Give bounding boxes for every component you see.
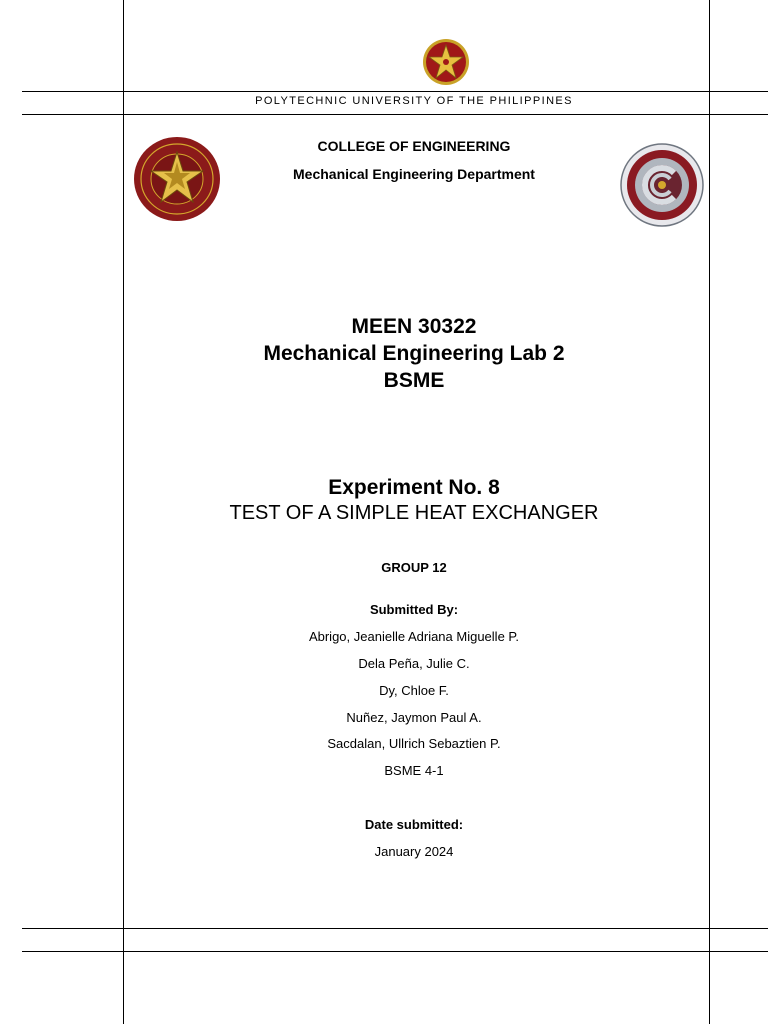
header-top-line [22, 91, 768, 92]
member-name: Nuñez, Jaymon Paul A. [346, 710, 482, 725]
university-name: POLYTECHNIC UNIVERSITY OF THE PHILIPPINES [255, 95, 573, 107]
footer-top-line [22, 928, 768, 929]
college-of-engineering-seal-icon [620, 143, 704, 232]
member-name: Abrigo, Jeanielle Adriana Miguelle P. [308, 629, 520, 644]
member-name: Dy, Chloe F. [379, 683, 449, 698]
group-label: GROUP 12 [381, 560, 447, 575]
date-submitted-label: Date submitted: [364, 817, 464, 832]
section-label: BSME 4-1 [384, 763, 444, 778]
department-name: Mechanical Engineering Department [293, 166, 535, 182]
footer-bottom-line [22, 951, 768, 952]
submitted-by-label: Submitted By: [369, 602, 459, 617]
header-bottom-line [22, 114, 768, 115]
experiment-number: Experiment No. 8 [328, 476, 500, 499]
date-submitted-value: January 2024 [374, 844, 454, 859]
pup-star-seal-icon [422, 38, 470, 91]
program-name: BSME [383, 369, 445, 392]
experiment-title: TEST OF A SIMPLE HEAT EXCHANGER [229, 502, 599, 524]
member-name: Sacdalan, Ullrich Sebaztien P. [327, 736, 501, 751]
college-name: COLLEGE OF ENGINEERING [317, 138, 511, 154]
course-code: MEEN 30322 [351, 315, 477, 338]
member-name: Dela Peña, Julie C. [358, 656, 470, 671]
course-title: Mechanical Engineering Lab 2 [263, 342, 565, 365]
